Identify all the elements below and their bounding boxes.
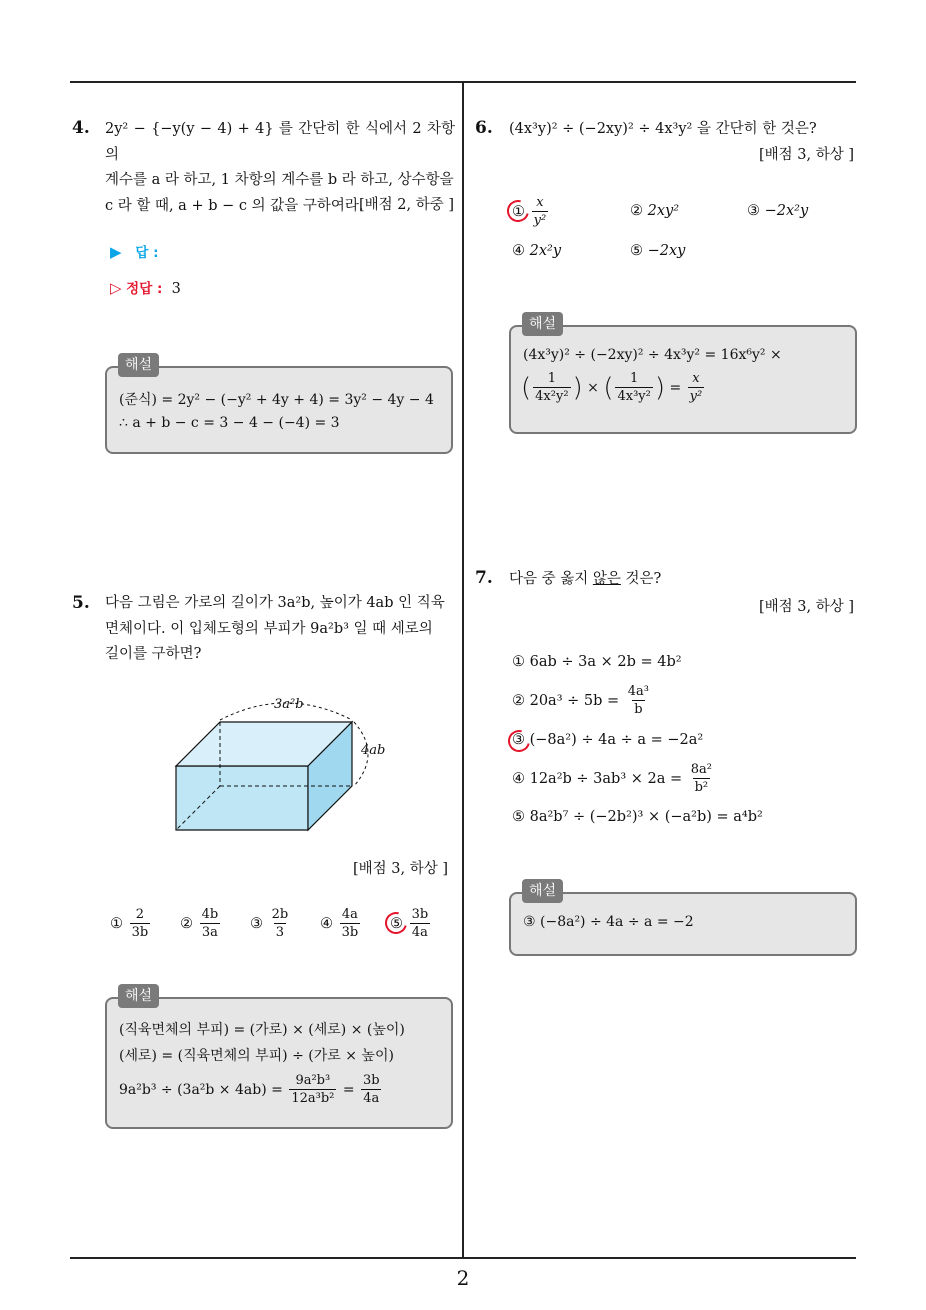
question-7-points: [배점 3, 하상 ] [758,599,854,615]
left-paren: ( [521,373,532,403]
solution-line: (세로) = (직육면체의 부피) ÷ (가로 × 높이) [119,1048,394,1064]
option-text: 8a²b⁷ ÷ (−2b²)³ × (−a²b) = a⁴b² [529,809,763,825]
question-5-line-1: 다음 그림은 가로의 길이가 3a²b, 높이가 4ab 인 직육 [105,595,445,611]
solution-box-q5 [105,997,453,1129]
denominator: 3b [341,925,359,940]
numerator: x [536,195,544,210]
option-2[interactable] [630,203,679,219]
denominator: 3b [131,925,149,940]
solution-line: (직육면체의 부피) = (가로) × (세로) × (높이) [119,1022,405,1038]
option-fraction [689,762,714,796]
times-sign: × [587,380,599,396]
option-text: 20a³ ÷ 5b = [529,693,620,709]
equation-lhs: 9a²b³ ÷ (3a²b × 4ab) = [119,1082,283,1098]
option-mark: ⑤ [512,809,525,825]
correct-answer-value: 3 [171,281,181,297]
question-4-line-2: 계수를 a 라 하고, 1 차항의 계수를 b 라 하고, 상수항을 [105,172,454,188]
numerator: 8a² [690,762,712,777]
correct-answer-circle [504,726,534,756]
solution-box-q6 [509,325,857,434]
solution-line: (준식) = 2y² − (−y² + 4y + 4) = 3y² − 4y − 4 [119,392,434,408]
numerator: 1 [547,371,556,386]
numerator: 3b [411,907,429,922]
play-triangle-icon: ▶ [110,243,122,261]
denominator: 4x²y² [535,389,569,404]
numerator: 2 [135,907,145,922]
equation-fraction [688,371,705,405]
figure-width-label: 3a²b [274,697,304,712]
option-mark: ⑤ [390,916,403,932]
denominator: 4x³y² [617,389,651,404]
denominator: 4a [411,925,428,940]
option-fraction [270,907,291,941]
option-fraction [130,907,151,941]
equation-fraction [533,371,570,405]
equals-sign: = [342,1082,355,1098]
option-mark: ⑤ [630,243,643,259]
option-text: 2x²y [529,243,562,259]
denominator: 12a³b² [291,1091,335,1106]
numerator: 4b [201,907,219,922]
option-1[interactable] [110,907,152,941]
option-mark: ① [512,654,525,670]
option-mark: ④ [512,771,525,787]
solution-line: ∴ a + b − c = 3 − 4 − (−4) = 3 [119,415,340,431]
denominator: b [634,702,643,717]
option-fraction [340,907,361,941]
footer-rule [70,1257,856,1259]
figure-height-label: 4ab [361,743,386,758]
option-text: (−8a²) ÷ 4a ÷ a = −2a² [529,732,704,748]
option-fraction [626,684,651,718]
question-4-line-3: c 라 할 때, a + b − c 의 값을 구하여라. [105,197,364,214]
option-3[interactable] [512,732,703,748]
equation-fraction [289,1073,336,1107]
solution-tag: 해설 [522,312,563,336]
option-4[interactable] [320,907,362,941]
question-7-number: 7. [475,568,493,588]
option-mark: ① [110,916,123,932]
option-mark: ④ [512,243,525,259]
column-divider [462,82,464,1258]
solution-equation [521,371,706,405]
equation-fraction [361,1073,382,1107]
numerator: 9a²b³ [295,1073,331,1088]
option-2[interactable] [180,907,222,941]
solution-line: ③ (−8a²) ÷ 4a ÷ a = −2 [523,914,694,930]
solution-box-q4 [105,366,453,454]
denominator: 3a [201,925,218,940]
numerator: 1 [630,371,639,386]
numerator: 4a³ [627,684,649,699]
question-5-number: 5. [72,593,90,613]
question-text-part: 다음 중 옳지 [509,571,593,587]
numerator: 3b [363,1073,380,1088]
option-3[interactable] [747,203,808,219]
equation-fraction [615,371,652,405]
option-1[interactable] [512,654,682,670]
option-fraction [532,195,549,229]
question-5-line-2: 면체이다. 이 입체도형의 부피가 9a²b³ 일 때 세로의 [105,620,433,637]
right-paren: ) [572,373,583,403]
option-5[interactable] [512,809,763,825]
solution-tag: 해설 [118,984,159,1008]
option-text: 2xy² [647,203,680,219]
question-6-points: [배점 3, 하상 ] [758,147,854,163]
solution-line: (4x³y)² ÷ (−2xy)² ÷ 4x³y² = 16x⁶y² × [523,347,782,363]
solution-tag: 해설 [118,353,159,377]
question-5-text [105,591,455,668]
denominator: y² [533,213,547,228]
option-5[interactable] [630,243,685,259]
question-6-number: 6. [475,118,493,138]
option-mark: ② [630,203,643,219]
question-underlined-word: 않은 [592,571,621,587]
numerator: 2b [271,907,289,922]
option-mark: ② [512,693,525,709]
denominator: 3 [275,925,285,940]
correct-answer-row [110,277,181,297]
solution-equation [119,1073,384,1107]
question-4-number: 4. [72,118,90,138]
numerator: 4a [341,907,358,922]
option-4[interactable] [512,243,561,259]
option-mark: ③ [747,203,760,219]
question-5-line-3: 길이를 구하면? [105,646,202,662]
option-mark: ② [180,916,193,932]
option-text: −2xy [647,243,686,259]
option-fraction [200,907,221,941]
denominator: y² [689,389,703,404]
cuboid-front-face [176,766,308,830]
answer-label: 답 : [135,245,159,261]
question-7-text [509,567,854,593]
solution-tag: 해설 [522,879,563,903]
outline-triangle-icon: ▷ [110,279,122,297]
denominator: b² [694,780,709,795]
right-paren: ) [654,373,666,403]
question-4-line-1: 2y² − {−y(y − 4) + 4} 를 간단히 한 식에서 2 차항의 [105,121,455,163]
page-number: 2 [456,1266,470,1290]
option-text: 6ab ÷ 3a × 2b = 4b² [529,654,682,670]
option-mark: ③ [512,732,525,748]
correct-answer-label: 정답 : [126,281,163,297]
numerator: x [692,371,700,386]
option-mark: ③ [250,916,263,932]
question-5-points: [배점 3, 하상 ] [352,861,448,877]
option-2[interactable] [512,684,653,718]
answer-row [110,241,159,261]
option-mark: ④ [320,916,333,932]
left-paren: ( [603,373,614,403]
equals-sign: = [669,380,682,396]
question-text-part: 것은? [620,571,662,587]
option-mark: ① [512,204,525,220]
option-4[interactable] [512,762,716,796]
denominator: 4a [363,1091,380,1106]
cuboid-figure [160,690,400,840]
question-6-text: (4x³y)² ÷ (−2xy)² ÷ 4x³y² 을 간단히 한 것은? [509,121,817,137]
option-fraction [410,907,431,941]
option-3[interactable] [250,907,292,941]
option-text: −2x²y [764,203,809,219]
option-text: 12a²b ÷ 3ab³ × 2a = [529,771,683,787]
question-4-points: [배점 2, 하중 ] [358,197,454,213]
